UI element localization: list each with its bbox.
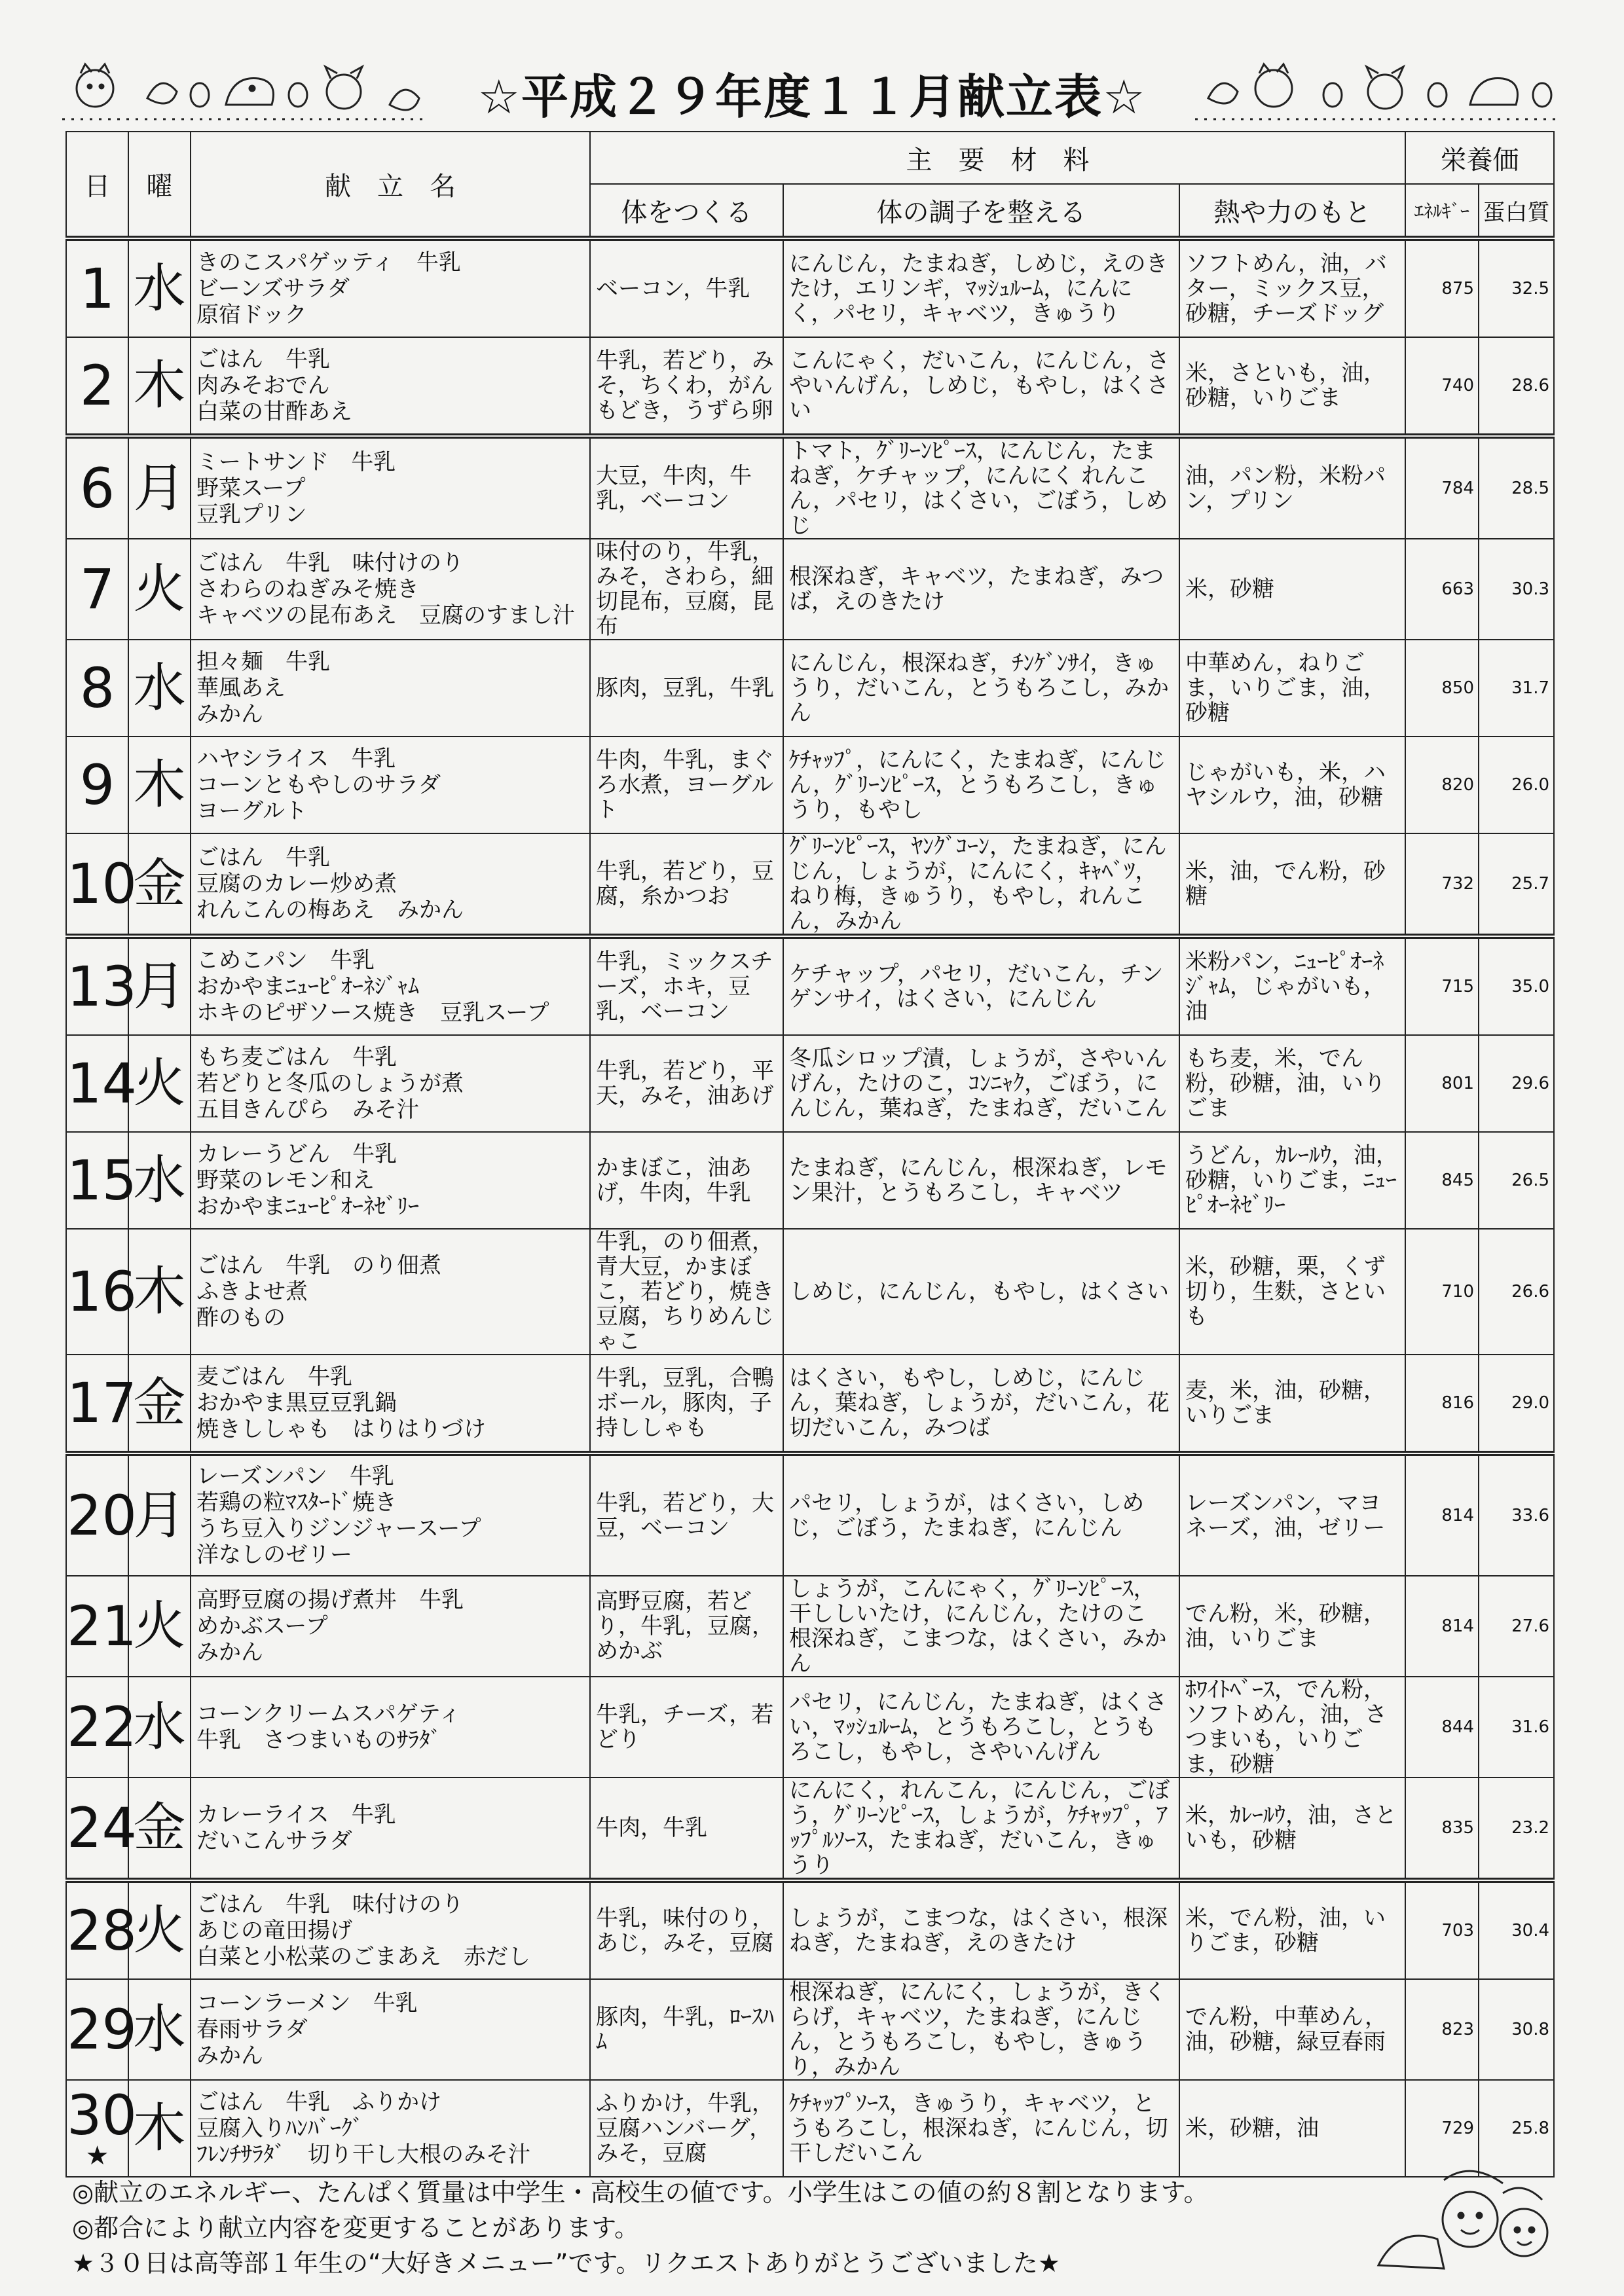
menu-row bbox=[66, 1355, 1554, 1453]
menu-item: ごはん 牛乳 味付けのり bbox=[196, 1891, 464, 1918]
menu-item: レーズンパン 牛乳 bbox=[196, 1463, 394, 1489]
menu-name-cell bbox=[191, 1677, 590, 1777]
weekday-cell: 水 bbox=[128, 1979, 191, 2080]
menu-item: おかやまﾆｭｰﾋﾟｵｰﾈｼﾞｬﾑ bbox=[196, 974, 419, 1000]
day-number: 10 bbox=[67, 852, 137, 916]
menu-item: うち豆入りジンジャースープ bbox=[196, 1516, 481, 1542]
day-number: 21 bbox=[67, 1594, 137, 1658]
energy-materials-cell: 米，でん粉，油，いりごま，砂糖 bbox=[1179, 1880, 1405, 1979]
energy-value-cell: 663 bbox=[1405, 539, 1479, 640]
menu-item: コーンともやしのサラダ bbox=[196, 772, 441, 798]
header-energy-src: 熱や力のもと bbox=[1179, 184, 1405, 238]
menu-item: キャベツの昆布あえ 豆腐のすまし汁 bbox=[196, 602, 575, 629]
menu-name-cell bbox=[191, 833, 590, 936]
day-cell bbox=[66, 238, 128, 337]
menu-item: ごはん 牛乳 bbox=[196, 845, 330, 871]
energy-materials-cell: 中華めん，ねりごま，いりごま，油，砂糖 bbox=[1179, 640, 1405, 737]
protein-value-cell: 33.6 bbox=[1479, 1453, 1554, 1576]
energy-materials-cell: 米，さといも，油，砂糖，いりごま bbox=[1179, 337, 1405, 436]
day-number: 13 bbox=[67, 955, 137, 1019]
energy-materials-cell: 米粉パン，ﾆｭｰﾋﾟｵｰﾈｼﾞｬﾑ，じゃがいも，油 bbox=[1179, 936, 1405, 1035]
day-number: 14 bbox=[67, 1051, 137, 1116]
regulate-materials-cell: はくさい，もやし，しめじ，にんじん，葉ねぎ，しょうが，だいこん，花切だいこん，みつば bbox=[783, 1355, 1179, 1453]
menu-item: みかん bbox=[196, 701, 263, 727]
weekday-cell: 月 bbox=[128, 936, 191, 1035]
energy-materials-cell: 油，パン粉，米粉パン，プリン bbox=[1179, 436, 1405, 539]
day-cell bbox=[66, 1035, 137, 1132]
footnote-request: ★３０日は高等部１年生の“大好きメニュー”です。リクエストありがとうございました★ bbox=[72, 2249, 1060, 2278]
menu-row bbox=[66, 1576, 1554, 1677]
menu-item: おかやま黒豆豆乳鍋 bbox=[196, 1390, 397, 1416]
day-number: 24 bbox=[67, 1796, 137, 1860]
menu-item: ふきよせ煮 bbox=[196, 1279, 308, 1305]
weekday-cell: 水 bbox=[128, 640, 191, 737]
menu-name-cell bbox=[191, 936, 590, 1035]
menu-row bbox=[66, 833, 1554, 936]
menu-name-cell bbox=[191, 1880, 590, 1979]
day-number: 28 bbox=[67, 1899, 137, 1963]
regulate-materials-cell: たまねぎ，にんじん，根深ねぎ，レモン果汁，とうもろこし，キャベツ bbox=[783, 1132, 1179, 1229]
build-materials-cell: 味付のり，牛乳，みそ，さわら，細切昆布，豆腐，昆布 bbox=[590, 539, 783, 640]
weekday-cell: 木 bbox=[128, 2080, 191, 2177]
protein-value-cell: 30.8 bbox=[1479, 1979, 1554, 2080]
menu-name-cell bbox=[191, 737, 590, 833]
weekday-cell: 金 bbox=[128, 1777, 191, 1880]
weekday-cell: 月 bbox=[128, 1453, 191, 1576]
energy-value-cell: 835 bbox=[1405, 1777, 1479, 1880]
menu-row bbox=[66, 1677, 1554, 1777]
menu-row bbox=[66, 640, 1554, 737]
menu-row bbox=[66, 1979, 1554, 2080]
build-materials-cell: 高野豆腐，若どり，牛乳，豆腐，めかぶ bbox=[590, 1576, 783, 1677]
build-materials-cell: 牛乳，若どり，豆腐，糸かつお bbox=[590, 833, 783, 936]
menu-item: こめこパン 牛乳 bbox=[196, 947, 375, 974]
day-cell bbox=[66, 936, 137, 1035]
menu-body bbox=[66, 238, 1554, 2177]
menu-name-cell bbox=[191, 640, 590, 737]
menu-item: 春雨サラダ bbox=[196, 2016, 308, 2043]
header-day: 日 bbox=[66, 132, 128, 238]
menu-table bbox=[65, 131, 1555, 2178]
energy-materials-cell: 米，油，でん粉，砂糖 bbox=[1179, 833, 1405, 936]
star-mark: ★ bbox=[85, 2141, 109, 2171]
menu-item: 高野豆腐の揚げ煮丼 牛乳 bbox=[196, 1587, 464, 1613]
day-number: 29 bbox=[67, 1997, 137, 2062]
header-nutrition: 栄養価 bbox=[1405, 132, 1554, 184]
weekday-cell: 木 bbox=[128, 737, 191, 833]
weekday-cell: 水 bbox=[128, 1132, 191, 1229]
header-protein: 蛋白質 bbox=[1479, 184, 1554, 238]
day-cell bbox=[66, 1132, 137, 1229]
energy-value-cell: 875 bbox=[1405, 238, 1479, 337]
day-number: 22 bbox=[67, 1695, 137, 1759]
protein-value-cell: 28.5 bbox=[1479, 436, 1554, 539]
footnote-change: ◎都合により献立内容を変更することがあります。 bbox=[72, 2214, 640, 2242]
header-regulate: 体の調子を整える bbox=[783, 184, 1179, 238]
menu-row bbox=[66, 539, 1554, 640]
energy-materials-cell: でん粉，中華めん，油，砂糖，緑豆春雨 bbox=[1179, 1979, 1405, 2080]
protein-value-cell: 31.6 bbox=[1479, 1677, 1554, 1777]
regulate-materials-cell: こんにゃく，だいこん，にんじん，さやいんげん，しめじ，もやし，はくさい bbox=[783, 337, 1179, 436]
day-number: 2 bbox=[79, 354, 115, 418]
protein-value-cell: 26.5 bbox=[1479, 1132, 1554, 1229]
menu-item: 豆腐のカレー炒め煮 bbox=[196, 871, 397, 897]
menu-row bbox=[66, 1453, 1554, 1576]
day-cell bbox=[66, 2080, 137, 2177]
header-energy: ｴﾈﾙｷﾞｰ bbox=[1405, 184, 1479, 238]
build-materials-cell: 牛乳，のり佃煮，青大豆，かまぼこ，若どり，焼き豆腐，ちりめんじゃこ bbox=[590, 1229, 783, 1355]
menu-item: ごはん 牛乳 ふりかけ bbox=[196, 2089, 441, 2115]
day-number: 9 bbox=[79, 753, 115, 817]
protein-value-cell: 35.0 bbox=[1479, 936, 1554, 1035]
menu-row bbox=[66, 1035, 1554, 1132]
day-number: 20 bbox=[67, 1484, 137, 1548]
menu-name-cell bbox=[191, 1777, 590, 1880]
menu-name-cell bbox=[191, 1229, 590, 1355]
menu-name-cell bbox=[191, 238, 590, 337]
protein-value-cell: 30.3 bbox=[1479, 539, 1554, 640]
day-number: 30 bbox=[67, 2083, 137, 2147]
day-cell bbox=[66, 1979, 137, 2080]
menu-name-cell bbox=[191, 337, 590, 436]
menu-item: カレーうどん 牛乳 bbox=[196, 1141, 397, 1167]
energy-value-cell: 740 bbox=[1405, 337, 1479, 436]
weekday-cell: 木 bbox=[128, 337, 191, 436]
day-number: 16 bbox=[67, 1260, 137, 1324]
menu-item: ごはん 牛乳 bbox=[196, 346, 330, 373]
day-cell bbox=[66, 737, 128, 833]
regulate-materials-cell: ｹﾁｬｯﾌﾟｿｰｽ，きゅうり，キャベツ，とうもろこし，根深ねぎ，にんじん，切干しだいこん bbox=[783, 2080, 1179, 2177]
menu-item: もち麦ごはん 牛乳 bbox=[196, 1044, 397, 1070]
build-materials-cell: 大豆，牛肉，牛乳，ベーコン bbox=[590, 436, 783, 539]
menu-item: 洋なしのゼリー bbox=[196, 1542, 352, 1568]
menu-item: コーンラーメン 牛乳 bbox=[196, 1990, 418, 2016]
energy-value-cell: 816 bbox=[1405, 1355, 1479, 1453]
day-number: 7 bbox=[79, 557, 115, 621]
day-cell bbox=[66, 1355, 137, 1453]
weekday-cell: 水 bbox=[128, 1677, 191, 1777]
day-number: 1 bbox=[79, 257, 115, 321]
menu-row bbox=[66, 1132, 1554, 1229]
day-cell bbox=[66, 1576, 137, 1677]
regulate-materials-cell: しめじ，にんじん，もやし，はくさい bbox=[783, 1229, 1179, 1355]
regulate-materials-cell: しょうが，こんにゃく，ｸﾞﾘｰﾝﾋﾟｰｽ，干ししいたけ，にんじん，たけのこ 根深ねぎ，こまつな，はくさい，みかん bbox=[783, 1576, 1179, 1677]
header-menu: 献 立 名 bbox=[191, 132, 590, 238]
children-illustration-icon bbox=[1372, 2167, 1555, 2278]
menu-row bbox=[66, 1777, 1554, 1880]
menu-item: あじの竜田揚げ bbox=[196, 1918, 352, 1944]
header-materials: 主 要 材 料 bbox=[590, 132, 1405, 184]
animal-decoration-icon bbox=[1195, 59, 1562, 124]
regulate-materials-cell: ケチャップ，パセリ，だいこん，チンゲンサイ，はくさい，にんじん bbox=[783, 936, 1179, 1035]
weekday-cell: 木 bbox=[128, 1229, 191, 1355]
menu-name-cell bbox=[191, 1453, 590, 1576]
energy-materials-cell: でん粉，米，砂糖，油，いりごま bbox=[1179, 1576, 1405, 1677]
regulate-materials-cell: にんじん，根深ねぎ，ﾁﾝｹﾞﾝｻｲ，きゅうり，だいこん，とうもろこし，みかん bbox=[783, 640, 1179, 737]
menu-item: みかん bbox=[196, 2043, 263, 2069]
energy-materials-cell: レーズンパン，マヨネーズ，油，ゼリー bbox=[1179, 1453, 1405, 1576]
energy-materials-cell: 麦，米，油，砂糖，いりごま bbox=[1179, 1355, 1405, 1453]
energy-materials-cell: うどん，ｶﾚｰﾙｳ，油，砂糖，いりごま，ﾆｭｰﾋﾟｵｰﾈｾﾞﾘｰ bbox=[1179, 1132, 1405, 1229]
menu-row bbox=[66, 737, 1554, 833]
regulate-materials-cell: パセリ，にんじん，たまねぎ，はくさい，ﾏｯｼｭﾙｰﾑ，とうもろこし，とうもろこし，もやし，さやいんげん bbox=[783, 1677, 1179, 1777]
menu-item: ビーンズサラダ bbox=[196, 276, 350, 302]
menu-item: 五目きんぴら みそ汁 bbox=[196, 1097, 419, 1123]
menu-item: 牛乳 さつまいものｻﾗﾀﾞ bbox=[196, 1727, 441, 1753]
protein-value-cell: 31.7 bbox=[1479, 640, 1554, 737]
energy-materials-cell: 米，砂糖 bbox=[1179, 539, 1405, 640]
protein-value-cell: 30.4 bbox=[1479, 1880, 1554, 1979]
menu-item: おかやまﾆｭｰﾋﾟｵｰﾈｾﾞﾘｰ bbox=[196, 1194, 419, 1220]
regulate-materials-cell: ｹﾁｬｯﾌﾟ，にんにく，たまねぎ，にんじん，ｸﾞﾘｰﾝﾋﾟｰｽ，とうもろこし，きゅうり，もやし bbox=[783, 737, 1179, 833]
regulate-materials-cell: トマト，ｸﾞﾘｰﾝﾋﾟｰｽ，にんじん，たまねぎ，ケチャップ，にんにく れんこん，パセリ，はくさい，ごぼう，しめじ bbox=[783, 436, 1179, 539]
menu-item: 若どりと冬瓜のしょうが煮 bbox=[196, 1070, 464, 1097]
regulate-materials-cell: 冬瓜シロップ漬，しょうが，さやいんげん，たけのこ，ｺﾝﾆｬｸ，ごぼう，にんじん，葉ねぎ，たまねぎ，だいこん bbox=[783, 1035, 1179, 1132]
energy-materials-cell: 米，ｶﾚｰﾙｳ，油，さといも，砂糖 bbox=[1179, 1777, 1405, 1880]
menu-name-cell bbox=[191, 1132, 590, 1229]
weekday-cell: 水 bbox=[128, 238, 191, 337]
day-number: 8 bbox=[79, 656, 115, 720]
menu-item: だいこんサラダ bbox=[196, 1828, 352, 1854]
energy-value-cell: 715 bbox=[1405, 936, 1479, 1035]
menu-item: ごはん 牛乳 のり佃煮 bbox=[196, 1252, 441, 1279]
build-materials-cell: 牛肉，牛乳，まぐろ水煮，ヨーグルト bbox=[590, 737, 783, 833]
regulate-materials-cell: にんじん，たまねぎ，しめじ，えのきたけ，エリンギ，ﾏｯｼｭﾙｰﾑ，にんにく，パセリ，キャベツ，きゅうり bbox=[783, 238, 1179, 337]
energy-materials-cell: もち麦，米，でん粉，砂糖，油，いりごま bbox=[1179, 1035, 1405, 1132]
menu-item: ﾌﾚﾝﾁｻﾗﾀﾞ 切り干し大根のみそ汁 bbox=[196, 2141, 530, 2168]
energy-value-cell: 784 bbox=[1405, 436, 1479, 539]
menu-item: 担々麺 牛乳 bbox=[196, 649, 330, 675]
header-dow: 曜 bbox=[128, 132, 191, 238]
regulate-materials-cell: 根深ねぎ，にんにく，しょうが，きくらげ，キャベツ，たまねぎ，にんじん，とうもろこし，もやし，きゅうり，みかん bbox=[783, 1979, 1179, 2080]
energy-value-cell: 844 bbox=[1405, 1677, 1479, 1777]
menu-item: さわらのねぎみそ焼き bbox=[196, 576, 419, 602]
energy-value-cell: 703 bbox=[1405, 1880, 1479, 1979]
energy-value-cell: 801 bbox=[1405, 1035, 1479, 1132]
protein-value-cell: 29.6 bbox=[1479, 1035, 1554, 1132]
weekday-cell: 火 bbox=[128, 1576, 191, 1677]
energy-value-cell: 823 bbox=[1405, 1979, 1479, 2080]
page-header bbox=[62, 52, 1562, 131]
regulate-materials-cell: しょうが，こまつな，はくさい，根深ねぎ，たまねぎ，えのきたけ bbox=[783, 1880, 1179, 1979]
energy-value-cell: 729 bbox=[1405, 2080, 1479, 2177]
menu-row bbox=[66, 1880, 1554, 1979]
menu-item: 焼きししゃも はりはりづけ bbox=[196, 1416, 486, 1442]
regulate-materials-cell: パセリ，しょうが，はくさい，しめじ，ごぼう，たまねぎ，にんじん bbox=[783, 1453, 1179, 1576]
energy-value-cell: 814 bbox=[1405, 1576, 1479, 1677]
menu-name-cell bbox=[191, 436, 590, 539]
menu-item: 原宿ドック bbox=[196, 302, 307, 328]
protein-value-cell: 23.2 bbox=[1479, 1777, 1554, 1880]
day-number: 15 bbox=[67, 1148, 137, 1212]
build-materials-cell: 豚肉，豆乳，牛乳 bbox=[590, 640, 783, 737]
energy-value-cell: 820 bbox=[1405, 737, 1479, 833]
menu-item: ヨーグルト bbox=[196, 798, 307, 824]
day-cell bbox=[66, 1880, 137, 1979]
menu-item: 若鶏の粒ﾏｽﾀｰﾄﾞ焼き bbox=[196, 1489, 397, 1516]
menu-item: きのこスパゲッティ 牛乳 bbox=[196, 249, 461, 276]
menu-item: 麦ごはん 牛乳 bbox=[196, 1364, 352, 1390]
menu-item: ホキのピザソース焼き 豆乳スープ bbox=[196, 1000, 549, 1026]
build-materials-cell: 牛乳，味付のり，あじ，みそ，豆腐 bbox=[590, 1880, 783, 1979]
day-cell bbox=[66, 640, 128, 737]
energy-value-cell: 710 bbox=[1405, 1229, 1479, 1355]
energy-value-cell: 850 bbox=[1405, 640, 1479, 737]
menu-row bbox=[66, 238, 1554, 337]
menu-item: 肉みそおでん bbox=[196, 373, 330, 399]
menu-item: カレーライス 牛乳 bbox=[196, 1802, 396, 1828]
menu-item: 白菜の甘酢あえ bbox=[196, 399, 352, 425]
day-cell bbox=[66, 833, 137, 936]
menu-row bbox=[66, 1229, 1554, 1355]
weekday-cell: 金 bbox=[128, 1355, 191, 1453]
protein-value-cell: 32.5 bbox=[1479, 238, 1554, 337]
header-build: 体をつくる bbox=[590, 184, 783, 238]
day-cell bbox=[66, 1777, 137, 1880]
protein-value-cell: 27.6 bbox=[1479, 1576, 1554, 1677]
weekday-cell: 火 bbox=[128, 1035, 191, 1132]
day-cell bbox=[66, 1453, 137, 1576]
menu-item: コーンクリームスパゲティ bbox=[196, 1701, 461, 1727]
weekday-cell: 金 bbox=[128, 833, 191, 936]
build-materials-cell: ふりかけ，牛乳，豆腐ハンバーグ，みそ，豆腐 bbox=[590, 2080, 783, 2177]
regulate-materials-cell: にんにく，れんこん，にんじん，ごぼう，ｸﾞﾘｰﾝﾋﾟｰｽ，しょうが，ｹﾁｬｯﾌﾟ，ｱｯﾌﾟﾙｿｰｽ，たまねぎ，だいこん，きゅうり bbox=[783, 1777, 1179, 1880]
day-number: 6 bbox=[79, 456, 115, 520]
build-materials-cell: 牛乳，若どり，みそ，ちくわ，がんもどき，うずら卵 bbox=[590, 337, 783, 436]
day-cell bbox=[66, 1229, 137, 1355]
menu-item: 華風あえ bbox=[196, 675, 286, 701]
energy-value-cell: 814 bbox=[1405, 1453, 1479, 1576]
day-cell bbox=[66, 1677, 137, 1777]
energy-materials-cell: 米，砂糖，栗，くず切り，生麩，さといも bbox=[1179, 1229, 1405, 1355]
menu-item: ミートサンド 牛乳 bbox=[196, 449, 396, 475]
regulate-materials-cell: ｸﾞﾘｰﾝﾋﾟｰｽ，ﾔﾝｸﾞｺｰﾝ，たまねぎ，にんじん，しょうが，にんにく，ｷｬﾍﾞﾂ，ねり梅，きゅうり，もやし，れんこん，みかん bbox=[783, 833, 1179, 936]
energy-materials-cell: じゃがいも，米，ハヤシルウ，油，砂糖 bbox=[1179, 737, 1405, 833]
protein-value-cell: 29.0 bbox=[1479, 1355, 1554, 1453]
menu-row bbox=[66, 337, 1554, 436]
energy-value-cell: 732 bbox=[1405, 833, 1479, 936]
day-cell bbox=[66, 337, 128, 436]
menu-item: めかぶスープ bbox=[196, 1613, 328, 1639]
protein-value-cell: 26.0 bbox=[1479, 737, 1554, 833]
menu-name-cell bbox=[191, 1355, 590, 1453]
menu-name-cell bbox=[191, 1035, 590, 1132]
menu-item: 豆腐入りﾊﾝﾊﾞｰｸﾞ bbox=[196, 2115, 363, 2141]
build-materials-cell: 牛乳，若どり，平天，みそ，油あげ bbox=[590, 1035, 783, 1132]
energy-materials-cell: ソフトめん，油，バター，ミックス豆，砂糖，チーズドッグ bbox=[1179, 238, 1405, 337]
protein-value-cell: 25.8 bbox=[1479, 2080, 1554, 2177]
menu-item: 野菜スープ bbox=[196, 475, 306, 501]
menu-item: みかん bbox=[196, 1639, 263, 1666]
day-cell bbox=[66, 539, 128, 640]
page-title: ☆平成２９年度１１月献立表☆ bbox=[477, 69, 1147, 124]
day-number: 17 bbox=[67, 1371, 137, 1435]
weekday-cell: 月 bbox=[128, 436, 191, 539]
protein-value-cell: 28.6 bbox=[1479, 337, 1554, 436]
menu-row bbox=[66, 436, 1554, 539]
menu-item: 豆乳プリン bbox=[196, 501, 307, 528]
menu-row bbox=[66, 2080, 1554, 2177]
build-materials-cell: 牛乳，チーズ，若どり bbox=[590, 1677, 783, 1777]
weekday-cell: 火 bbox=[128, 1880, 191, 1979]
menu-name-cell bbox=[191, 1979, 590, 2080]
weekday-cell: 火 bbox=[128, 539, 191, 640]
energy-value-cell: 845 bbox=[1405, 1132, 1479, 1229]
build-materials-cell: かまぼこ，油あげ，牛肉，牛乳 bbox=[590, 1132, 783, 1229]
day-cell bbox=[66, 436, 128, 539]
build-materials-cell: 豚肉，牛乳，ﾛｰｽﾊﾑ bbox=[590, 1979, 783, 2080]
menu-row bbox=[66, 936, 1554, 1035]
menu-item: 白菜と小松菜のごまあえ 赤だし bbox=[196, 1944, 530, 1970]
build-materials-cell: ベーコン，牛乳 bbox=[590, 238, 783, 337]
menu-name-cell bbox=[191, 539, 590, 640]
build-materials-cell: 牛乳，若どり，大豆，ベーコン bbox=[590, 1453, 783, 1576]
menu-item: 酢のもの bbox=[196, 1305, 286, 1331]
regulate-materials-cell: 根深ねぎ，キャベツ，たまねぎ，みつば，えのきたけ bbox=[783, 539, 1179, 640]
build-materials-cell: 牛乳，ミックスチーズ，ホキ，豆乳，ベーコン bbox=[590, 936, 783, 1035]
energy-materials-cell: ﾎﾜｲﾄﾍﾞｰｽ，でん粉，ソフトめん，油，さつまいも，いりごま，砂糖 bbox=[1179, 1677, 1405, 1777]
footnote-nutrition: ◎献立のエネルギー、たんぱく質量は中学生・高校生の値です。小学生はこの値の約８割となります。 bbox=[72, 2178, 1209, 2207]
menu-item: 野菜のレモン和え bbox=[196, 1167, 375, 1194]
menu-item: れんこんの梅あえ みかん bbox=[196, 897, 464, 923]
build-materials-cell: 牛肉，牛乳 bbox=[590, 1777, 783, 1880]
menu-item: ごはん 牛乳 味付けのり bbox=[196, 550, 464, 576]
energy-materials-cell: 米，砂糖，油 bbox=[1179, 2080, 1405, 2177]
menu-name-cell bbox=[191, 2080, 590, 2177]
menu-item: ハヤシライス 牛乳 bbox=[196, 746, 396, 772]
build-materials-cell: 牛乳，豆乳，合鴨ボール，豚肉，子持ししゃも bbox=[590, 1355, 783, 1453]
protein-value-cell: 26.6 bbox=[1479, 1229, 1554, 1355]
menu-name-cell bbox=[191, 1576, 590, 1677]
protein-value-cell: 25.7 bbox=[1479, 833, 1554, 936]
